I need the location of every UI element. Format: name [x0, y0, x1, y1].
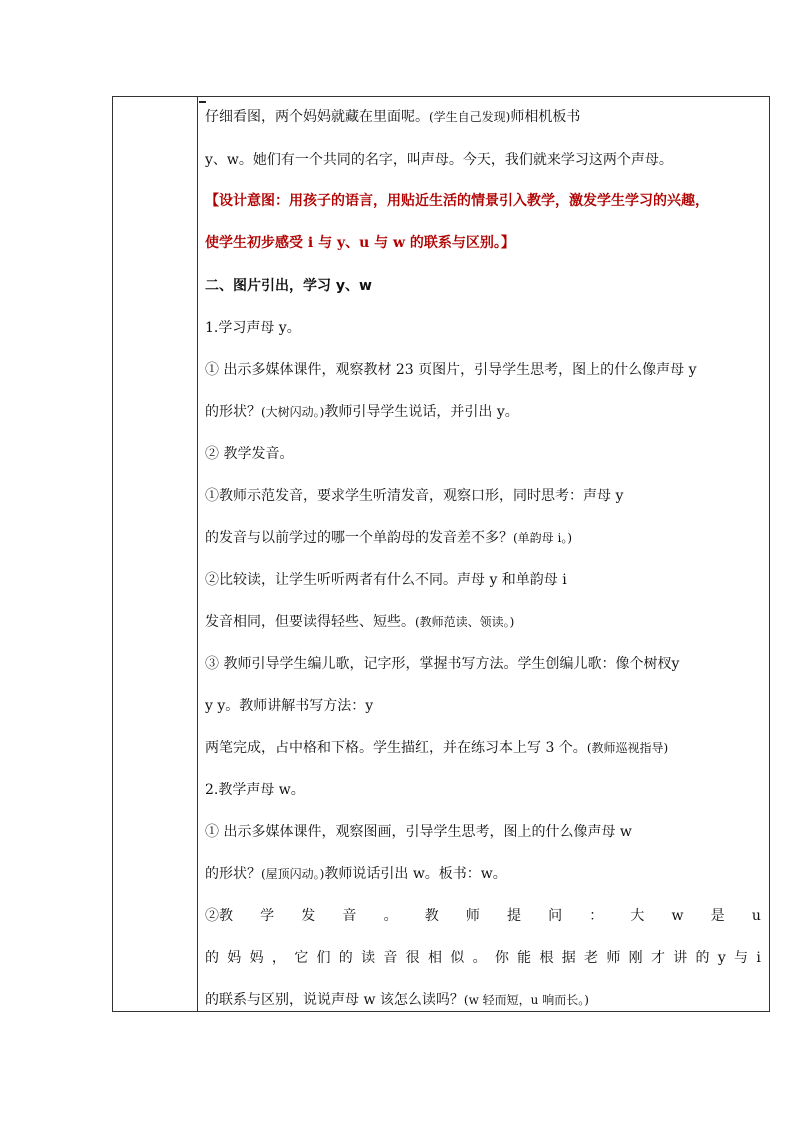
item-2-step-2-b-word: 你	[494, 950, 509, 966]
item-2-step-2-b-word: 讲	[673, 950, 688, 966]
item-2-step-2-b-word: 很	[405, 950, 420, 966]
item-1-step-2: ② 教学发音。	[205, 446, 294, 462]
item-2-step-2-b-word: i	[756, 950, 761, 966]
item-2-step-2-b-word: 刚	[628, 950, 643, 966]
item-2-step-2-a-word: w	[671, 908, 684, 924]
item-1-step-1-note: (大树闪动。)	[261, 405, 325, 419]
item-2-step-2-a-word: ②教	[205, 908, 233, 924]
item-2-step-2-b-word: y	[717, 950, 726, 966]
item-2-step-2-b-word: 。	[472, 950, 487, 966]
item-2-step-2-b-word: 老	[584, 950, 599, 966]
item-2-step-1-main: 的形状？	[205, 866, 261, 882]
item-2-step-2-line-a	[205, 906, 761, 926]
item-2-step-2-a-word: 大	[630, 908, 645, 924]
item-1-step-3-b: y y。教师讲解书写方法：y	[205, 698, 374, 714]
item-2-step-2-a-word: 问	[548, 908, 563, 924]
item-2-step-2-b-word: 根	[539, 950, 554, 966]
item-1-step-2-sub-1-main: 的发音与以前学过的哪一个单韵母的发音差不多？	[205, 530, 513, 546]
item-2-step-2-a-word: u	[751, 908, 761, 924]
item-2-step-2-c-main: 的联系与区别，说说声母 w 该怎么读吗？	[205, 992, 464, 1008]
item-2-step-2-b-word: ，	[271, 950, 286, 966]
item-1-step-2-sub-2-main: 发音相同，但要读得轻些、短些。	[205, 614, 415, 630]
item-2-step-2-b-word: 与	[734, 950, 749, 966]
item-2-step-1-b	[205, 864, 761, 884]
item-2-step-2-b-word: 们	[316, 950, 331, 966]
line-1-end: 师相机板书	[510, 109, 581, 125]
item-2-step-2-b-word: 读	[361, 950, 376, 966]
item-2-step-2-c-note: (w 轻而短，u 响而长。)	[463, 993, 589, 1007]
item-1-step-2-sub-1-a: ①教师示范发音，要求学生听清发音，观察口形，同时思考：声母 y	[205, 488, 624, 504]
item-2-step-2-line-b	[205, 948, 761, 968]
item-1-title: 1.学习声母 y。	[205, 320, 301, 336]
item-1-step-3-main: 两笔完成，占中格和下格。学生描红，并在练习本上写 3 个。	[205, 740, 587, 756]
item-2-step-2-b-word: 的	[338, 950, 353, 966]
item-1-step-1-main: 的形状？	[205, 404, 261, 420]
item-2-step-2-a-word: 提	[506, 908, 521, 924]
item-2-step-1-a: ① 出示多媒体课件，观察图画，引导学生思考，图上的什么像声母 w	[205, 824, 632, 840]
item-2-step-2-b-word: 的	[205, 950, 219, 966]
item-2-step-2-b-word: 师	[606, 950, 621, 966]
item-1-step-1-line-a: ① 出示多媒体课件，观察教材 23 页图片，引导学生思考，图上的什么像声母 y	[205, 362, 697, 378]
item-2-step-2-line-c	[205, 990, 761, 1010]
design-note-line-1: 【设计意图：用孩子的语言，用贴近生活的情景引入教学，激发学生学习的兴趣，	[205, 193, 709, 209]
corner-mark	[199, 101, 206, 103]
item-1-step-2-sub-2-b	[205, 612, 761, 632]
item-2-step-2-a-word: 。	[383, 908, 398, 924]
item-1-step-3-note: (教师巡视指导)	[586, 741, 669, 755]
lesson-table	[112, 96, 770, 1012]
section-2-title: 二、图片引出，学习 y、w	[205, 278, 372, 294]
left-column-cell	[113, 97, 198, 1011]
item-2-step-2-b-word: 妈	[227, 950, 242, 966]
item-2-step-2-a-word: 师	[465, 908, 480, 924]
line-2: y、w。她们有一个共同的名字，叫声母。今天，我们就来学习这两个声母。	[205, 152, 673, 168]
design-note-line-2: 使学生初步感受 i 与 y、u 与 w 的联系与区别。】	[205, 235, 515, 251]
item-2-step-2-b-word: 的	[695, 950, 710, 966]
item-2-step-2-b-word: 能	[517, 950, 532, 966]
item-2-step-2-b-word: 音	[383, 950, 398, 966]
content-cell	[198, 97, 769, 1011]
item-1-step-1-line-b	[205, 402, 761, 422]
item-1-step-2-sub-1-b	[205, 528, 761, 548]
item-2-step-2-a-word: 音	[342, 908, 357, 924]
item-1-step-2-sub-2-a: ②比较读，让学生听听两者有什么不同。声母 y 和单韵母 i	[205, 572, 567, 588]
item-1-step-1-end: 教师引导学生说话，并引出 y。	[324, 404, 519, 420]
item-1-step-3-a: ③ 教师引导学生编儿歌，记字形，掌握书写方法。学生创编儿歌：像个树杈y	[205, 656, 680, 672]
item-2-step-1-end: 教师说话引出 w。板书：w。	[324, 866, 507, 882]
item-1-step-3-c	[205, 738, 761, 758]
item-2-step-2-b-word: 似	[450, 950, 465, 966]
item-2-step-2-a-word: 学	[260, 908, 275, 924]
item-2-step-2-a-word: 教	[424, 908, 439, 924]
item-2-step-2-a-word: 是	[710, 908, 725, 924]
item-1-step-2-sub-2-note: (教师范读、领读。)	[415, 615, 515, 629]
item-2-step-2-a-word: ：	[589, 908, 604, 924]
line-1	[205, 107, 761, 127]
line-1-note: (学生自己发现)	[429, 110, 511, 124]
item-2-step-1-note: (屋顶闪动。)	[261, 867, 325, 881]
item-2-step-2-b-word: 据	[561, 950, 576, 966]
item-2-title: 2.教学声母 w。	[205, 782, 305, 798]
line-1-main: 仔细看图，两个妈妈就藏在里面呢。	[205, 109, 429, 125]
item-2-step-2-b-word: 妈	[249, 950, 264, 966]
item-2-step-2-a-word: 发	[301, 908, 316, 924]
item-2-step-2-b-word: 才	[650, 950, 665, 966]
item-1-step-2-sub-1-note: (单韵母 i。)	[513, 531, 573, 545]
item-2-step-2-b-word: 相	[427, 950, 442, 966]
item-2-step-2-b-word: 它	[294, 950, 309, 966]
